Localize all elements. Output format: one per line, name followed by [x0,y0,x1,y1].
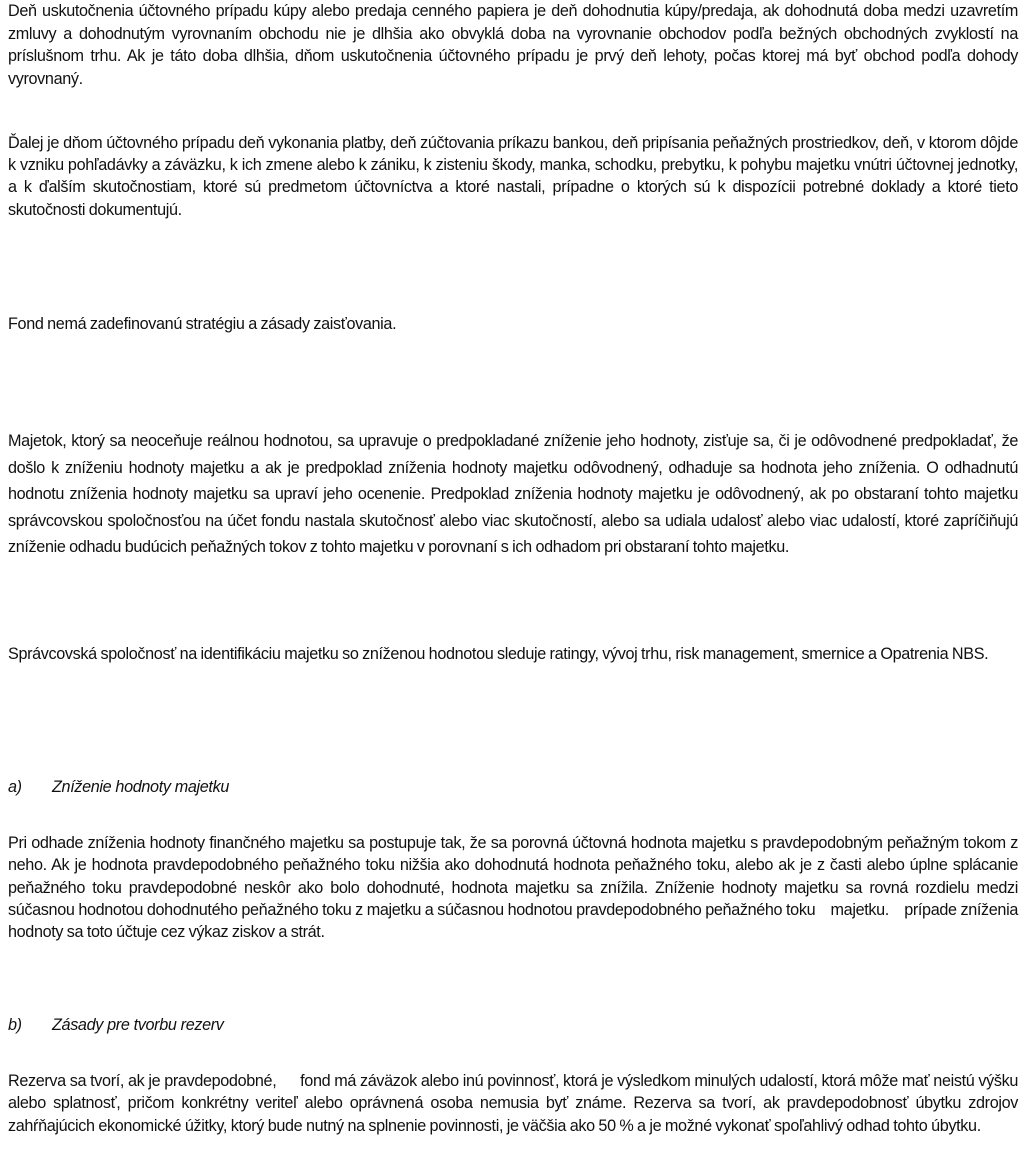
paragraph-impairment-adjustment: Majetok, ktorý sa neoceňuje reálnou hodnotou, sa upravuje o predpokladané zníženie jeho hodnoty, zisťuje sa, či je odôvodnené predpokladať, že došlo k zníženiu hodnoty majetku a ak je predpoklad zníženia hodnoty majetku odôvodnený, odhaduje sa hodnota jeho zníženia. O odhadnutú hodnotu zníženia hodnoty majetku sa upraví jeho ocenenie. Predpoklad zníženia hodnoty majetku je odôvodnený, ak po obstaraní tohto majetku správcovskou spoločnosťou na účet fondu nastala skutočnosť alebo viac skutočností, alebo sa udiala udalosť alebo viac udalostí, ktoré zapríčiňujú zníženie odhadu budúcich peňažných tokov z tohto majetku v porovnaní s ich odhadom pri obstaraní tohto majetku. [8,432,1018,556]
section-heading-provisions [8,1014,224,1036]
paragraph-impairment-estimate: Pri odhade zníženia hodnoty finančného majetku sa postupuje tak, že sa porovná účtovná hodnota majetku s pravdepodobným peňažným tokom z neho. Ak je hodnota pravdepodobného peňažného toku nižšia ako dohodnutá hodnota peňažného toku, alebo ak je z časti alebo úplne splácanie peňažného toku pravdepodobné neskôr ako bolo dohodnuté, hodnota majetku sa znížila. Zníženie hodnoty majetku sa rovná rozdielu medzi súčasnou hodnotou dohodnutého peňažného toku z majetku a súčasnou hodnotou pravdepodobného peňažného toku majetku. prípade zníženia hodnoty sa toto účtuje cez výkaz ziskov a strát. [8,834,1022,942]
section-title: Zníženie hodnoty majetku [52,778,229,796]
section-letter: a) [8,778,22,796]
section-title: Zásady pre tvorbu rezerv [52,1016,224,1034]
section-heading-impairment [8,776,229,798]
paragraph-accounting-event-day: Ďalej je dňom účtovného prípadu deň vykonania platby, deň zúčtovania príkazu bankou, deň pripísania peňažných prostriedkov, deň, v ktorom dôjde k vzniku pohľadávky a záväzku, k ich zmene alebo k zániku, k zisteniu škody, manka, schodku, prebytku, k pohybu majetku vnútri účtovnej jednotky, a k ďalším skutočnostiam, ktoré sú predmetom účtovníctva a ktoré nastali, prípadne o ktorých sú k dispozícii potrebné doklady a ktoré tieto skutočnosti dokumentujú. [8,134,1018,219]
paragraph-provisions: Rezerva sa tvorí, ak je pravdepodobné, fond má záväzok alebo inú povinnosť, ktorá je výsledkom minulých udalostí, ktorá môže mať neistú výšku alebo splatnosť, pričom konkrétny veriteľ alebo oprávnená osoba nemusia byť známe. Rezerva sa tvorí, ak pravdepodobnosť úbytku zdrojov zahŕňajúcich ekonomické úžitky, ktorý bude nutný na splnenie povinnosti, je väčšia ako 50 % a je možné vykonať spoľahlivý odhad tohto úbytku. [8,1072,1022,1135]
paragraph-hedging-strategy: Fond nemá zadefinovanú stratégiu a zásady zaisťovania. [8,315,397,333]
section-letter: b) [8,1016,22,1034]
paragraph-impairment-identification: Správcovská spoločnosť na identifikáciu majetku so zníženou hodnotou sleduje ratingy, vývoj trhu, risk management, smernice a Opatrenia NBS. [8,645,989,663]
paragraph-trade-date: Deň uskutočnenia účtovného prípadu kúpy alebo predaja cenného papiera je deň dohodnutia kúpy/predaja, ak dohodnutá doba medzi uzavretím zmluvy a dohodnutým vyrovnaním obchodu nie je dlhšia ako obvyklá doba na vyrovnanie obchodov podľa bežných obchodných zvyklostí na príslušnom trhu. Ak je táto doba dlhšia, dňom uskutočnenia účtovného prípadu je prvý deň lehoty, počas ktorej má byť obchod podľa dohody vyrovnaný. [8,2,1018,88]
